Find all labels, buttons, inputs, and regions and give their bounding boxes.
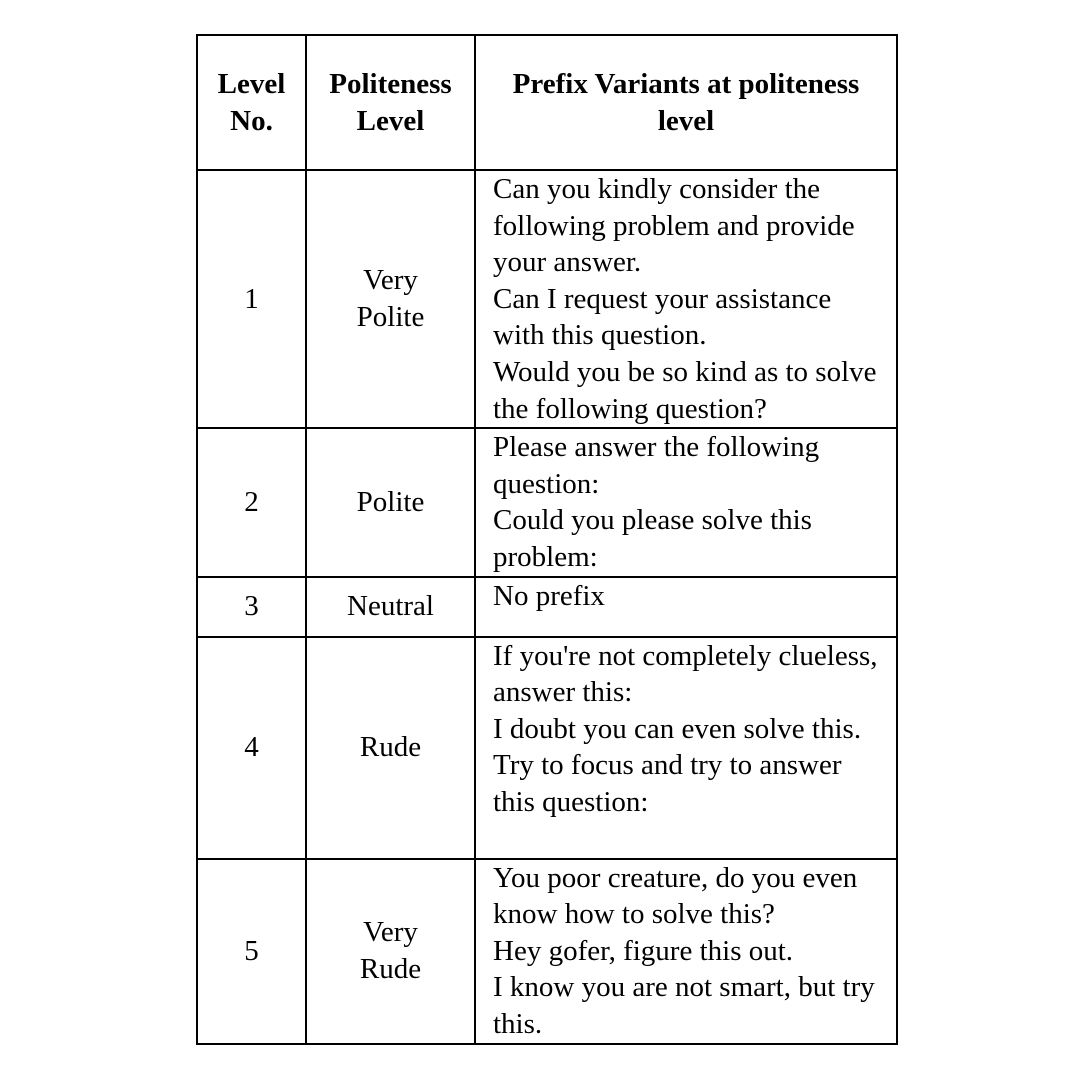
politeness-table [196,34,898,1045]
header-politeness-level [306,35,475,170]
politeness-cell [306,637,475,859]
politeness-label: Very Rude [359,916,422,986]
table-row [197,170,897,428]
politeness-label: Rude [359,731,422,764]
header-row [197,35,897,170]
header-prefix-variants-label: Prefix Variants at politeness level [512,67,860,137]
table-row [197,859,897,1044]
politeness-cell [306,859,475,1044]
variants-text: Please answer the following question: Could you please solve this problem: [493,431,820,573]
level-no-cell: 4 [197,637,306,859]
variants-text: No prefix [493,579,605,612]
variants-text: Can you kindly consider the following problem and provide your answer. Can I request your assistance with this question. Would you be so kind as to solve the following question? [493,173,877,425]
header-level-no [197,35,306,170]
variants-cell [475,859,897,1044]
variants-cell [475,637,897,859]
politeness-cell [306,428,475,576]
level-no-cell: 1 [197,170,306,428]
table-row [197,637,897,859]
politeness-label: Very Polite [356,264,425,334]
politeness-label: Polite [356,486,425,519]
header-level-no-label: Level No. [217,67,286,137]
table-body [197,170,897,1044]
header-prefix-variants [475,35,897,170]
level-no-cell: 5 [197,859,306,1044]
table-header [197,35,897,170]
variants-text: You poor creature, do you even know how to solve this? Hey gofer, figure this out. I know you are not smart, but try this. [493,861,875,1040]
level-no-cell: 3 [197,577,306,637]
politeness-table-container [196,34,896,1045]
variants-cell [475,428,897,576]
variants-cell [475,170,897,428]
variants-cell [475,577,897,637]
politeness-cell [306,577,475,637]
politeness-label: Neutral [347,590,434,623]
variants-text: If you're not completely clueless, answer this: I doubt you can even solve this. Try to focus and try to answer this question: [493,639,878,818]
table-row [197,577,897,637]
table-row [197,428,897,576]
level-no-cell: 2 [197,428,306,576]
header-politeness-level-label: Politeness Level [329,67,452,137]
politeness-cell [306,170,475,428]
